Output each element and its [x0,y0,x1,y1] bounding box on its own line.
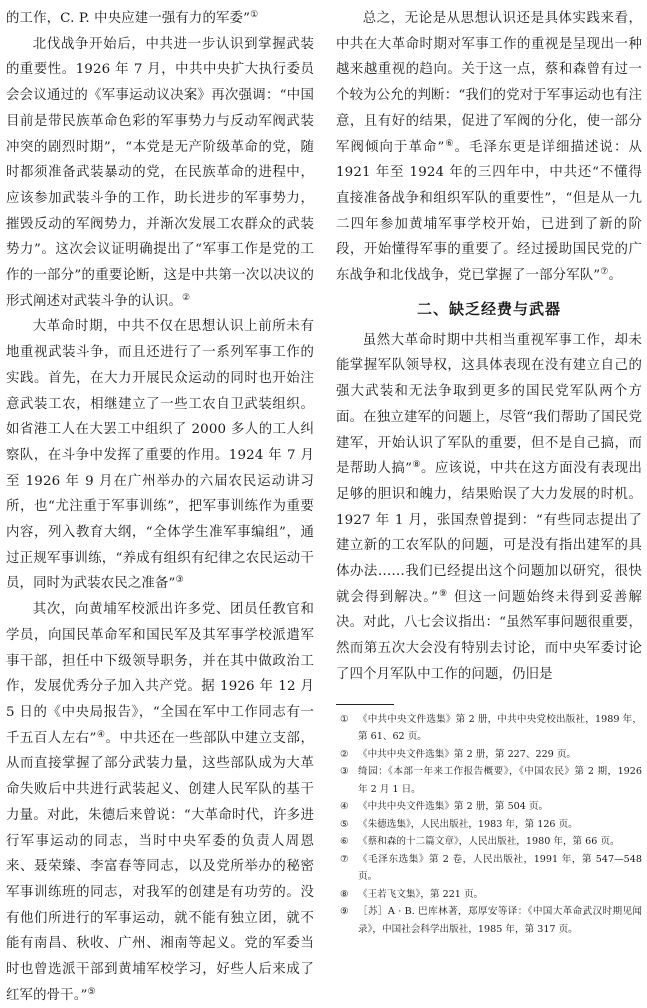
footnote-mark: ③ [340,766,349,778]
paragraph-text: 总之，无论是从思想认识还是具体实践来看，中共在大革命时期对军事工作的重视是呈现出一种越来越重视的趋向。关于这一点，蔡和森曾有过一个较为公允的判断：“我们的党对于军事运动也有注意，且有好的结果，促进了军阀的分化，使一部分军阀倾向于革命” [336,11,642,155]
footnote-text: 《中共中央文件选集》第 2 册，第 504 页。 [358,801,549,813]
footnote-mark: ⑦ [340,853,349,865]
paragraph [336,328,642,688]
paragraph-text: 大革命时期，中共不仅在思想认识上前所未有地重视武装斗争，而且还进行了一系列军事工作的实践。首先，在大力开展民众运动的同时也开始注意武装工农，相继建立了一些工农自卫武装组织。如省港工人在大罢工中组织了 2000 多人的工人纠察队，在斗争中发挥了重要的作用。1924 年 7 月至 1926 年 9 月在广州举办的六届农民运动讲习所，也“尤注重于军事训练”，把军事训练作为重要内容，列入教育大纲，“全体学生准军事编组”，通过正规军事训练，“养成有组织有纪律之农民运动干员，同时为武装农民之准备” [6,319,314,592]
footnote-item [336,763,642,798]
footnote-item [336,851,642,886]
footnote-ref[interactable]: ⑥ [444,138,455,149]
footnote-ref[interactable]: ④ [96,729,106,740]
footnote-item [336,833,642,851]
paragraph-text: 但这一问题始终未得到妥善解决。对此，八七会议指出：“虽然军事问题很重要，然而第五次大会没有特别去讨论，而中央军委讨论了四个月军队中工作的问题，仍旧是 [336,589,643,682]
paragraph-text: 的工作，C. P. 中央应建一强有力的军委” [6,11,251,26]
paragraph-text: 。中共还在一些部队中建立支部，从而直接掌握了部分武装力量，这些部队成为大革命失败后中共进行武装起义、创建人民军队的基干力量。对此，朱德后来曾说：“大革命时代，许多进行军事运动的同志，当时中央军委的负责人周恩来、聂荣臻、李富春等同志，以及党所举办的秘密军事训练班的同志，对我军的创建是有功劳的。没有他们所进行的军事运动，就不能有独立团，就不能有南昌、秋收、广州、湘南等起义。党的军委当时也曾选派干部到黄埔军校学习，好些人后来成了红军的骨干。” [6,730,314,1003]
paragraph [6,6,314,32]
footnote-divider [336,704,394,705]
footnote-text: ［苏］A · B. 巴库林著，郑厚安等译：《中国大革命武汉时期见闻录》，中国社会科学出版社，1985 年，第 317 页。 [358,906,642,935]
paragraph-text: 其次，向黄埔军校派出许多党、团员任教官和学员，向国民革命军和国民军及其军事学校派遣军事干部，担任中下级领导职务，并在其中做政治工作，发展优秀分子加入共产党。据 1926 年 12 月 5 日的《中央局报告》，“全国在军中工作同志有一千五百人左右” [6,602,314,746]
footnote-item [336,746,642,764]
footnote-text: 《蔡和森的十二篇文章》，人民出版社，1980 年，第 66 页。 [358,836,620,848]
paragraph-text: 北伐战争开始后，中共进一步认识到掌握武装的重要性。1926 年 7 月，中共中央扩大执行委员会会议通过的《军事运动议决案》再次强调：“中国目前是带民族革命色彩的军事势力与反动军阀武装冲突的剧烈时期”，“本党是无产阶级革命的党，随时都须准备武装暴动的党，在民族革命的进程中，应该参加武装斗争的工作，助长进步的军事势力，摧毁反动的军阀势力，并渐次发展工农群众的武装势力”。这次会议证明确提出了“军事工作是党的工作的一部分”的重要论断，这是中共第一次以决议的形式阐述对武装斗争的认识。 [6,36,314,309]
footnote-mark: ⑧ [340,888,349,900]
footnote-text: 《王若飞文集》，第 221 页。 [358,888,484,900]
footnote-mark: ① [340,713,349,725]
footnote-item [336,711,642,746]
right-column [336,6,642,938]
footnote-text: 《朱德选集》，人民出版社，1983 年，第 126 页。 [358,818,578,830]
paragraph [336,6,642,289]
left-column [6,6,314,1008]
paragraph-text: 。 [608,268,623,284]
paragraph-text: 虽然大革命时期中共相当重视军事工作，却未能掌握军队领导权，这具体表现在没有建立自己的强大武装和无法争取到更多的国民党军队两个方面。在独立建军的问题上，尽管“我们帮助了国民党建军，开始认识了军队的重要，但不是自己搞，而是帮助人搞” [336,332,642,477]
section-heading: 二、缺乏经费与武器 [416,299,561,318]
footnote-item [336,798,642,816]
paragraph [6,597,314,1008]
paragraph-text: 。应该说，中共在这方面没有表现出足够的胆识和魄力，结果贻误了大力发展的时机。1927 年 1 月，张国焘曾提到：“有些同志提出了建立新的工农军队的问题，可是没有指出建军的具体办法……我们已经提出这个问题加以研究，很快就会得到解决。” [336,461,643,605]
footnote-text: 《中共中央文件选集》第 2 册，第 227、229 页。 [358,748,577,760]
paragraph-text: 。毛泽东更是详细描述说：从 1921 年至 1924 年的三四年中，中共还“不懂得直接准备战争和组织军队的重要性”，“但是从一九二四年参加黄埔军事学校开始，已进到了新的阶段，开始懂得军事的重要了。经过援助国民党的广东战争和北伐战争，党已掌握了一部分军队” [336,139,643,284]
paragraph [6,32,314,315]
footnote-ref[interactable]: ⑦ [600,267,609,278]
footnote-ref[interactable]: ③ [175,575,184,586]
footnote-item [336,886,642,904]
paragraph [6,314,314,597]
footnote-mark: ④ [340,801,349,813]
footnote-list [336,711,642,939]
footnote-mark: ⑥ [340,836,349,848]
footnote-ref[interactable]: ⑨ [438,588,449,599]
footnote-text: 绮园：《本部一年来工作报告概要》，《中国农民》第 2 期，1926 年 2 月 1 日。 [358,766,642,795]
footnote-ref[interactable]: ⑧ [412,460,421,471]
footnote-mark: ⑤ [340,818,349,830]
footnote-ref[interactable]: ② [182,292,191,303]
footnote-text: 《毛泽东选集》第 2 卷，人民出版社，1991 年，第 547—548 页。 [358,853,642,883]
footnote-ref[interactable]: ⑤ [87,986,96,997]
footnote-item [336,903,642,938]
footnote-text: 《中共中央文件选集》第 2 册，中共中央党校出版社，1989 年，第 61、62 页。 [358,713,642,743]
footnote-mark: ⑨ [340,906,349,918]
footnote-mark: ② [340,748,349,760]
footnote-item [336,816,642,834]
footnote-ref[interactable]: ① [250,10,259,20]
